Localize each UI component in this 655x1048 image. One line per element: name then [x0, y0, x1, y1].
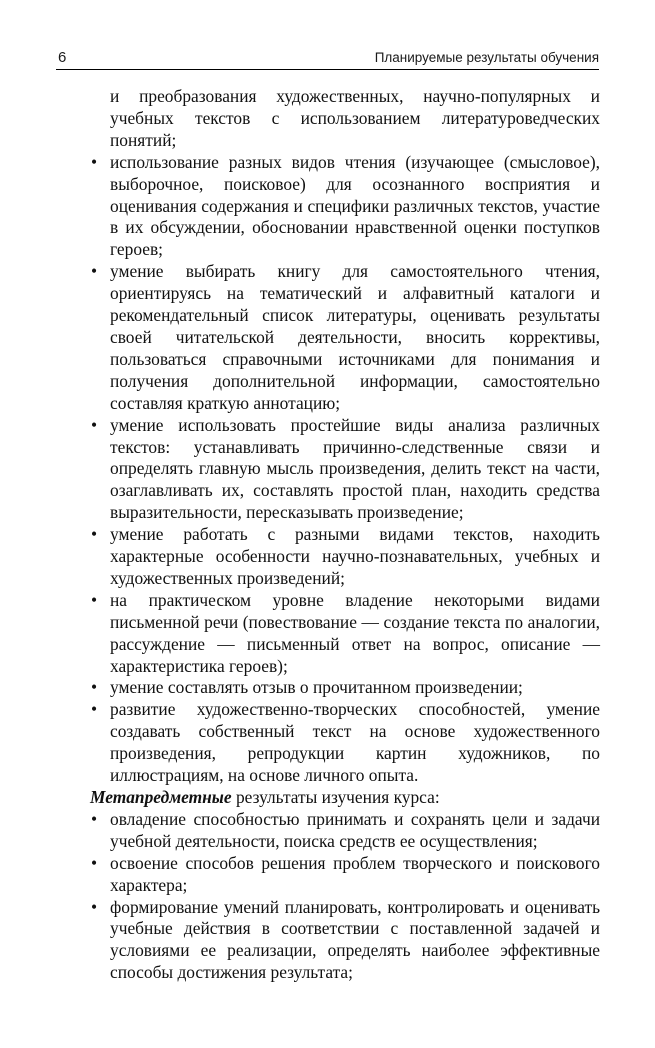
meta-results-list [86, 809, 600, 984]
list-item [86, 152, 600, 262]
list-item-text: умение выбирать книгу для самостоятельного чтения, ориентируясь на тематический и алфавитный каталоги и рекомендательный список литературы, оценивать результаты своей читательской деятельности, вносить коррективы, пользоваться справочными источниками для понимания и получения дополнительной информации, самостоятельно составляя краткую аннотацию; [110, 261, 600, 413]
list-item-text: умение использовать простейшие виды анализа различных текстов: устанавливать причинно-следственные связи и определять главную мысль произведения, делить текст на части, озаглавливать их, составлять простой план, находить средства выразительности, пересказывать произведение; [110, 414, 600, 523]
bullet-icon: • [91, 677, 98, 698]
list-item-text: развитие художественно-творческих способностей, умение создавать собственный текст на основе художественного произведения, репродукции картин художников, по иллюстрациям, на основе личного опыта. [110, 699, 600, 786]
page-number: 6 [58, 49, 67, 66]
bullet-icon: • [91, 524, 98, 545]
list-item-text: умение работать с разными видами текстов, находить характерные особенности научно-познавательных, учебных и художественных произведений; [110, 524, 600, 588]
bullet-icon: • [91, 414, 98, 435]
list-item [86, 524, 600, 590]
list-item-text: формирование умений планировать, контролировать и оценивать учебные действия в соответствии с поставленной задачей и условиями ее реализации, определять наиболее эффективные способы достижения результата; [110, 896, 600, 983]
bullet-icon: • [91, 261, 98, 282]
subject-results-list [86, 152, 600, 787]
list-item [86, 809, 600, 853]
bullet-icon: • [91, 852, 98, 873]
list-item [86, 590, 600, 678]
bullet-icon: • [91, 699, 98, 720]
subheading-text: результаты изучения курса: [231, 787, 440, 807]
list-item-text: освоение способов решения проблем творческого и поискового характера; [110, 852, 600, 895]
subheading-emphasis: Метапредметные [90, 787, 232, 807]
list-item [86, 677, 600, 699]
list-item-text: умение составлять отзыв о прочитанном произведении; [110, 677, 523, 698]
list-item [86, 897, 600, 985]
list-item [86, 853, 600, 897]
list-item-text: овладение способностью принимать и сохранять цели и задачи учебной деятельности, поиска средств ее осуществления; [110, 808, 600, 851]
bullet-icon: • [91, 896, 98, 917]
list-item [86, 261, 600, 414]
list-item-text: использование разных видов чтения (изучающее (смысловое), выборочное, поисковое) для осознанного восприятия и оценивания содержания и специфики различных текстов, участие в их обсуждении, обосновании нравственной оценки поступков героев; [110, 151, 600, 260]
paragraph-continuation: и преобразования художественных, научно-популярных и учебных текстов с использованием литературоведческих понятий; [110, 86, 600, 150]
bullet-icon: • [91, 151, 98, 172]
list-item [86, 699, 600, 787]
list-item [86, 415, 600, 525]
page-header [56, 47, 599, 70]
bullet-icon: • [91, 589, 98, 610]
list-item-text: на практическом уровне владение некоторыми видами письменной речи (повествование — создание текста по аналогии, рассуждение — письменный ответ на вопрос, описание — характеристика героев); [110, 589, 600, 676]
running-head: Планируемые результаты обучения [374, 50, 599, 65]
bullet-icon: • [91, 808, 98, 829]
page-body [86, 86, 600, 984]
section-subheading [86, 787, 600, 809]
